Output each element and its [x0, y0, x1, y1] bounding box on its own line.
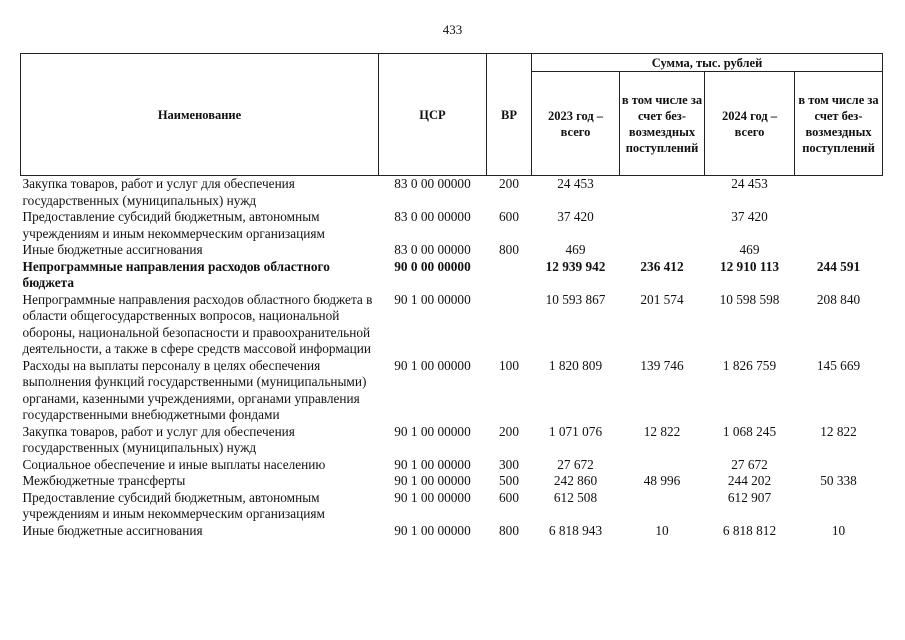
row-2023-total: 612 508 — [553, 489, 598, 505]
row-2023-total: 1 820 809 — [548, 357, 603, 373]
row-name: Иные бюджетные ассигнования — [22, 242, 203, 257]
page-number: 433 — [442, 22, 463, 37]
table-row — [21, 523, 883, 540]
row-2023-total: 37 420 — [557, 209, 594, 224]
row-2023-total: 1 071 076 — [548, 423, 603, 439]
row-2023-free — [620, 176, 705, 210]
table-row — [21, 424, 883, 457]
row-2023-free: 48 996 — [643, 473, 681, 488]
row-csr: 83 0 00 00000 — [394, 242, 471, 257]
row-vr: 500 — [499, 473, 519, 488]
table-row — [21, 473, 883, 490]
row-2023-total: 24 453 — [557, 176, 594, 191]
row-2023-free — [620, 490, 705, 523]
row-name: Закупка товаров, работ и услуг для обеспечения государственных (муниципальных) нужд — [22, 176, 295, 208]
table-body — [21, 176, 883, 540]
row-csr: 83 0 00 00000 — [394, 209, 471, 224]
table-row — [21, 242, 883, 259]
row-2024-total: 10 598 598 — [719, 291, 780, 307]
table-row — [21, 259, 883, 292]
header-csr: ЦСР — [379, 54, 487, 176]
table-row — [21, 490, 883, 523]
header-name: Наименование — [21, 54, 379, 176]
row-2024-total: 27 672 — [731, 456, 768, 472]
row-name: Межбюджетные трансферты — [22, 473, 186, 488]
row-name: Социальное обеспечение и иные выплаты населению — [22, 456, 326, 472]
table-row — [21, 358, 883, 424]
row-2023-free: 10 — [655, 522, 669, 538]
row-csr: 90 1 00 00000 — [394, 489, 471, 505]
row-name: Непрограммные направления расходов областного бюджета в области общегосударственных вопросов, национальной обороны, национальной безопасности и правоохранительной деятельности, а также в сфере средств массовой информации — [22, 291, 373, 356]
table-row — [21, 209, 883, 242]
row-vr: 600 — [499, 209, 519, 224]
row-2023-free: 236 412 — [640, 258, 684, 274]
row-name: Иные бюджетные ассигнования — [22, 522, 203, 538]
row-vr: 200 — [499, 176, 519, 191]
table-header — [21, 54, 883, 176]
row-2024-total: 1 826 759 — [722, 357, 777, 373]
row-2024-free: 145 669 — [816, 357, 861, 373]
row-vr: 300 — [499, 456, 519, 472]
table-row — [21, 176, 883, 210]
row-2024-free — [795, 457, 883, 474]
row-2024-free: 50 338 — [820, 473, 857, 488]
row-2024-total: 244 202 — [727, 473, 772, 488]
table-row — [21, 292, 883, 358]
row-2023-free: 201 574 — [640, 291, 684, 307]
row-csr: 90 1 00 00000 — [394, 473, 471, 488]
row-2024-total: 6 818 812 — [722, 522, 777, 538]
row-2024-free: 244 591 — [816, 258, 861, 274]
row-2023-free — [620, 242, 705, 259]
row-2024-free: 208 840 — [816, 291, 861, 307]
row-2023-total: 10 593 867 — [545, 291, 606, 307]
row-2024-free — [795, 490, 883, 523]
header-2024-total: 2024 год – всего — [705, 72, 795, 176]
row-name: Предоставление субсидий бюджетным, автономным учреждениям и иным некоммерческим организациям — [22, 489, 325, 521]
row-2024-free: 10 — [831, 522, 846, 538]
row-csr: 90 1 00 00000 — [394, 423, 471, 439]
row-vr: 100 — [499, 357, 519, 373]
row-2024-free — [795, 242, 883, 259]
row-vr: 200 — [499, 423, 519, 439]
row-2024-total: 24 453 — [731, 176, 768, 191]
header-2024-free: в том числе за счет безвозмездных поступлений — [795, 72, 883, 176]
row-name: Расходы на выплаты персоналу в целях обеспечения выполнения функций государственными (муниципальными) органами, казенными учреждениями, органами управления государственными внебюджетными фондами — [22, 357, 367, 422]
row-2024-free — [795, 176, 883, 210]
row-vr: 800 — [499, 522, 519, 538]
row-2024-total: 469 — [739, 242, 760, 257]
row-2023-free: 139 746 — [640, 357, 684, 373]
row-2024-total: 12 910 113 — [719, 258, 780, 274]
row-vr: 800 — [499, 242, 519, 257]
row-2024-total: 612 907 — [727, 489, 772, 505]
budget-table — [20, 53, 883, 539]
row-name: Закупка товаров, работ и услуг для обеспечения государственных (муниципальных) нужд — [22, 423, 295, 455]
row-vr — [487, 259, 532, 292]
row-2024-free: 12 822 — [820, 423, 857, 439]
row-2023-total: 242 860 — [553, 473, 598, 488]
header-2023-free: в том числе за счет безвозмездных поступлений — [620, 72, 705, 176]
row-csr: 90 1 00 00000 — [394, 456, 471, 472]
row-csr: 90 1 00 00000 — [394, 357, 471, 373]
row-2023-free: 12 822 — [643, 423, 681, 439]
row-csr: 90 1 00 00000 — [394, 522, 471, 538]
row-vr: 600 — [499, 489, 519, 505]
header-2023-total: 2023 год – всего — [532, 72, 620, 176]
row-csr: 90 0 00 00000 — [394, 258, 471, 274]
header-sum-group: Сумма, тыс. рублей — [532, 54, 883, 72]
row-csr: 83 0 00 00000 — [394, 176, 471, 191]
row-vr — [487, 292, 532, 358]
row-2023-total: 469 — [565, 242, 586, 257]
row-2023-free — [620, 209, 705, 242]
row-2024-total: 37 420 — [731, 209, 768, 224]
row-2024-free — [795, 209, 883, 242]
row-name: Предоставление субсидий бюджетным, автономным учреждениям и иным некоммерческим организациям — [22, 209, 325, 241]
row-2023-total: 12 939 942 — [545, 258, 606, 274]
table-row — [21, 457, 883, 474]
row-2023-total: 6 818 943 — [548, 522, 603, 538]
row-csr: 90 1 00 00000 — [394, 291, 471, 307]
row-2023-free — [620, 457, 705, 474]
row-name: Непрограммные направления расходов областного бюджета — [22, 258, 330, 290]
row-2023-total: 27 672 — [557, 456, 594, 472]
header-vr: ВР — [487, 54, 532, 176]
row-2024-total: 1 068 245 — [722, 423, 777, 439]
